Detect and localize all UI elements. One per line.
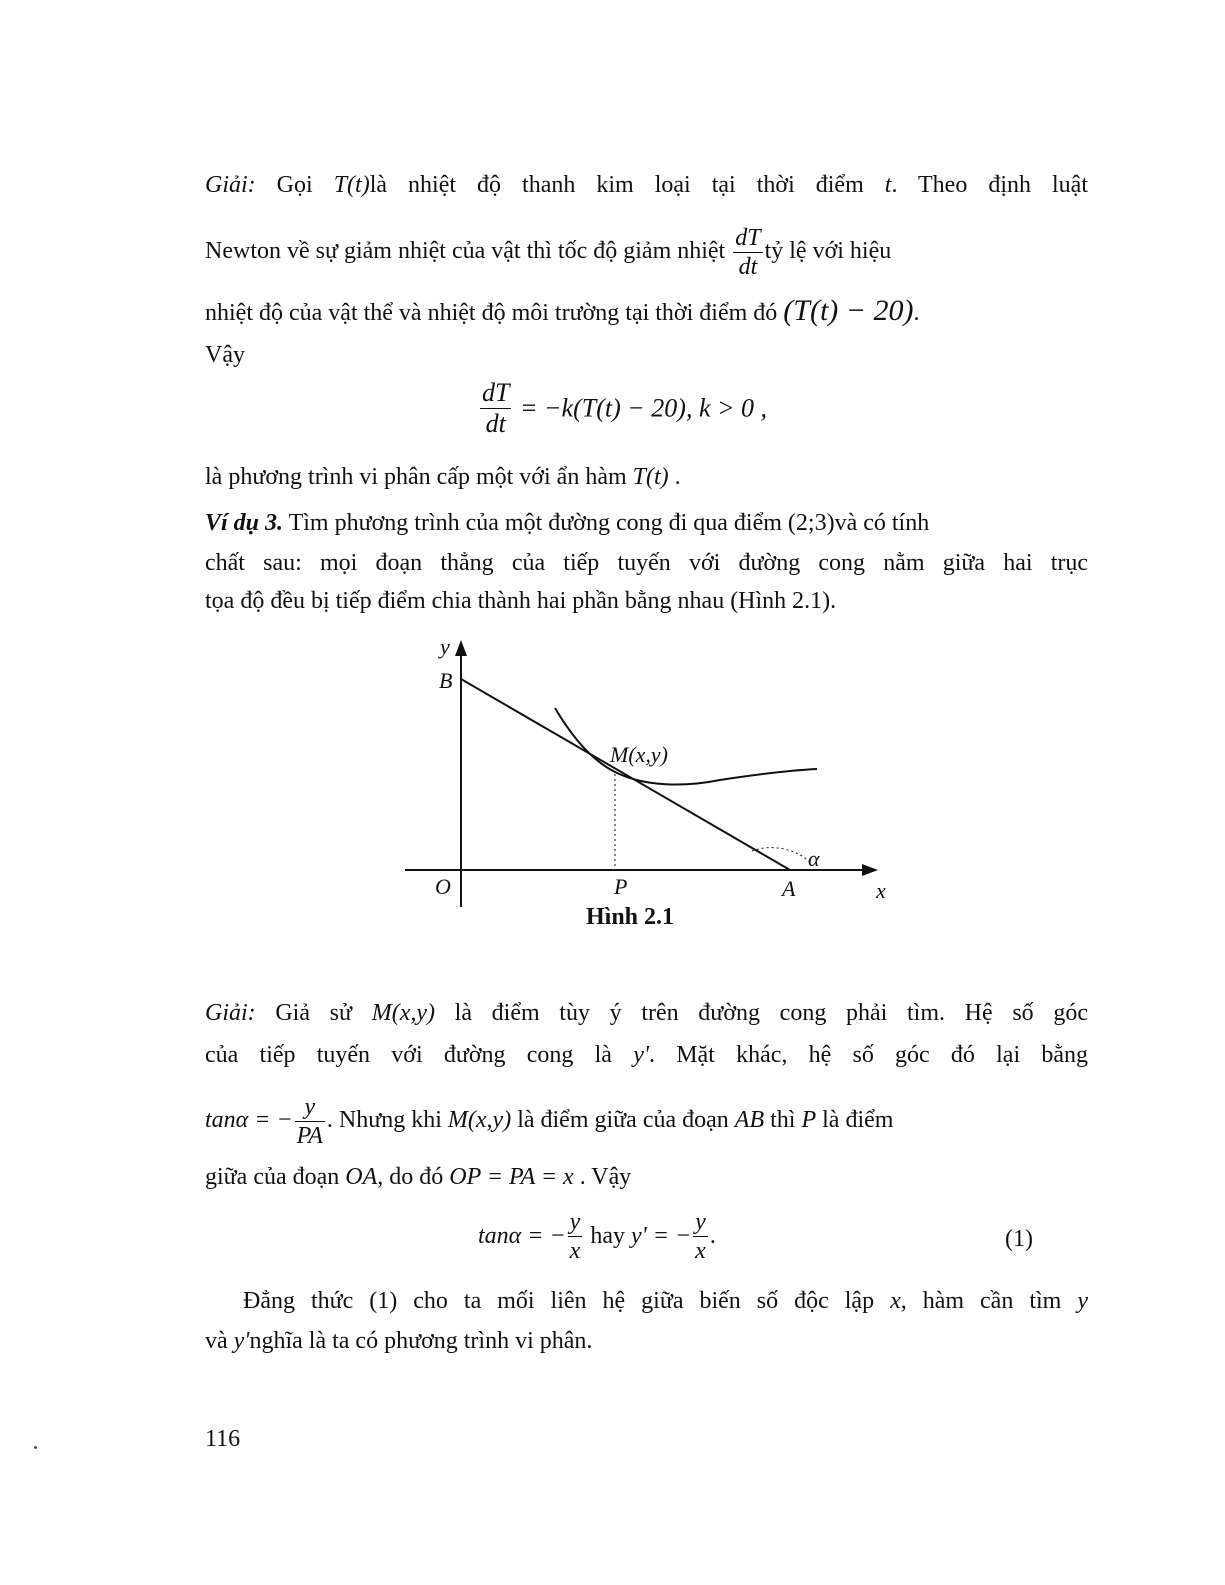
label-y: y xyxy=(440,634,450,659)
tangent-line-AB xyxy=(461,679,790,870)
scan-speck xyxy=(34,1446,37,1449)
equation-1: tanα = − $\frac{y}{x}$ hay y' = − $\frac{y}{x}$ . xyxy=(478,1209,716,1264)
figure-caption: Hình 2.1 xyxy=(585,904,675,930)
para2: là phương trình vi phân cấp một với ẩn hàm T(t) . xyxy=(205,464,681,490)
solution-line1: Giải: Giả sử M(x,y) là điểm tùy ý trên đường cong phải tìm. Hệ số góc xyxy=(205,1000,1089,1026)
x-axis-arrow-icon xyxy=(862,864,878,876)
example3-line2: chất sau: mọi đoạn thẳng của tiếp tuyến với đường cong nằm giữa hai trục xyxy=(205,550,1088,576)
para1-line4: Vậy xyxy=(205,342,245,368)
para1-line2: Newton về sự giảm nhiệt của vật thì tốc độ giảm nhiệt $\frac{dT}{dt}$ tỷ lệ với hiệu xyxy=(205,224,892,280)
solution-line3: tanα = − $\frac{y}{PA}$ . Nhưng khi M(x,y) là điểm giữa của đoạn AB thì P là điểm xyxy=(205,1093,894,1149)
figure-svg xyxy=(400,632,900,907)
curve xyxy=(555,708,817,785)
para1-line3: nhiệt độ của vật thể và nhiệt độ môi trường tại thời điểm đó (T(t) − 20). xyxy=(205,294,920,327)
y-axis-arrow-icon xyxy=(455,640,467,656)
equation-newton-cooling: $\frac{dT}{dt}$ = −k(T(t) − 20), k > 0 , xyxy=(482,378,768,438)
label-P: P xyxy=(614,874,628,899)
para3-line2: và y'nghĩa là ta có phương trình vi phân. xyxy=(205,1328,593,1354)
label-alpha: α xyxy=(808,846,820,871)
label-B: B xyxy=(439,668,453,693)
figure-2-1 xyxy=(400,632,900,907)
label-O: O xyxy=(435,874,451,899)
solution-line2: của tiếp tuyến với đường cong là y'. Mặt khác, hệ số góc đó lại bằng xyxy=(205,1042,1088,1068)
equation-tag: (1) xyxy=(1005,1226,1033,1252)
label-M: M(x,y) xyxy=(610,742,669,767)
page-number: 116 xyxy=(205,1426,241,1452)
label-A: A xyxy=(782,876,796,901)
example3-line3: tọa độ đều bị tiếp điểm chia thành hai phần bằng nhau (Hình 2.1). xyxy=(205,588,837,614)
para3-line1: Đẳng thức (1) cho ta mối liên hệ giữa biến số độc lập x, hàm cần tìm y xyxy=(243,1288,1088,1314)
angle-alpha-arc xyxy=(752,848,810,862)
example3-line1: Ví dụ 3. Tìm phương trình của một đường cong đi qua điểm (2;3)và có tính xyxy=(205,510,930,536)
para1-line1: Giải: Gọi T(t)là nhiệt độ thanh kim loại tại thời điểm t. Theo định luật xyxy=(205,172,1089,198)
fraction-dT-dt: $\frac{dT}{dt}$ xyxy=(735,224,761,280)
label-x: x xyxy=(876,878,886,903)
solution-line4: giữa của đoạn OA, do đó OP = PA = x . Vậy xyxy=(205,1164,632,1190)
